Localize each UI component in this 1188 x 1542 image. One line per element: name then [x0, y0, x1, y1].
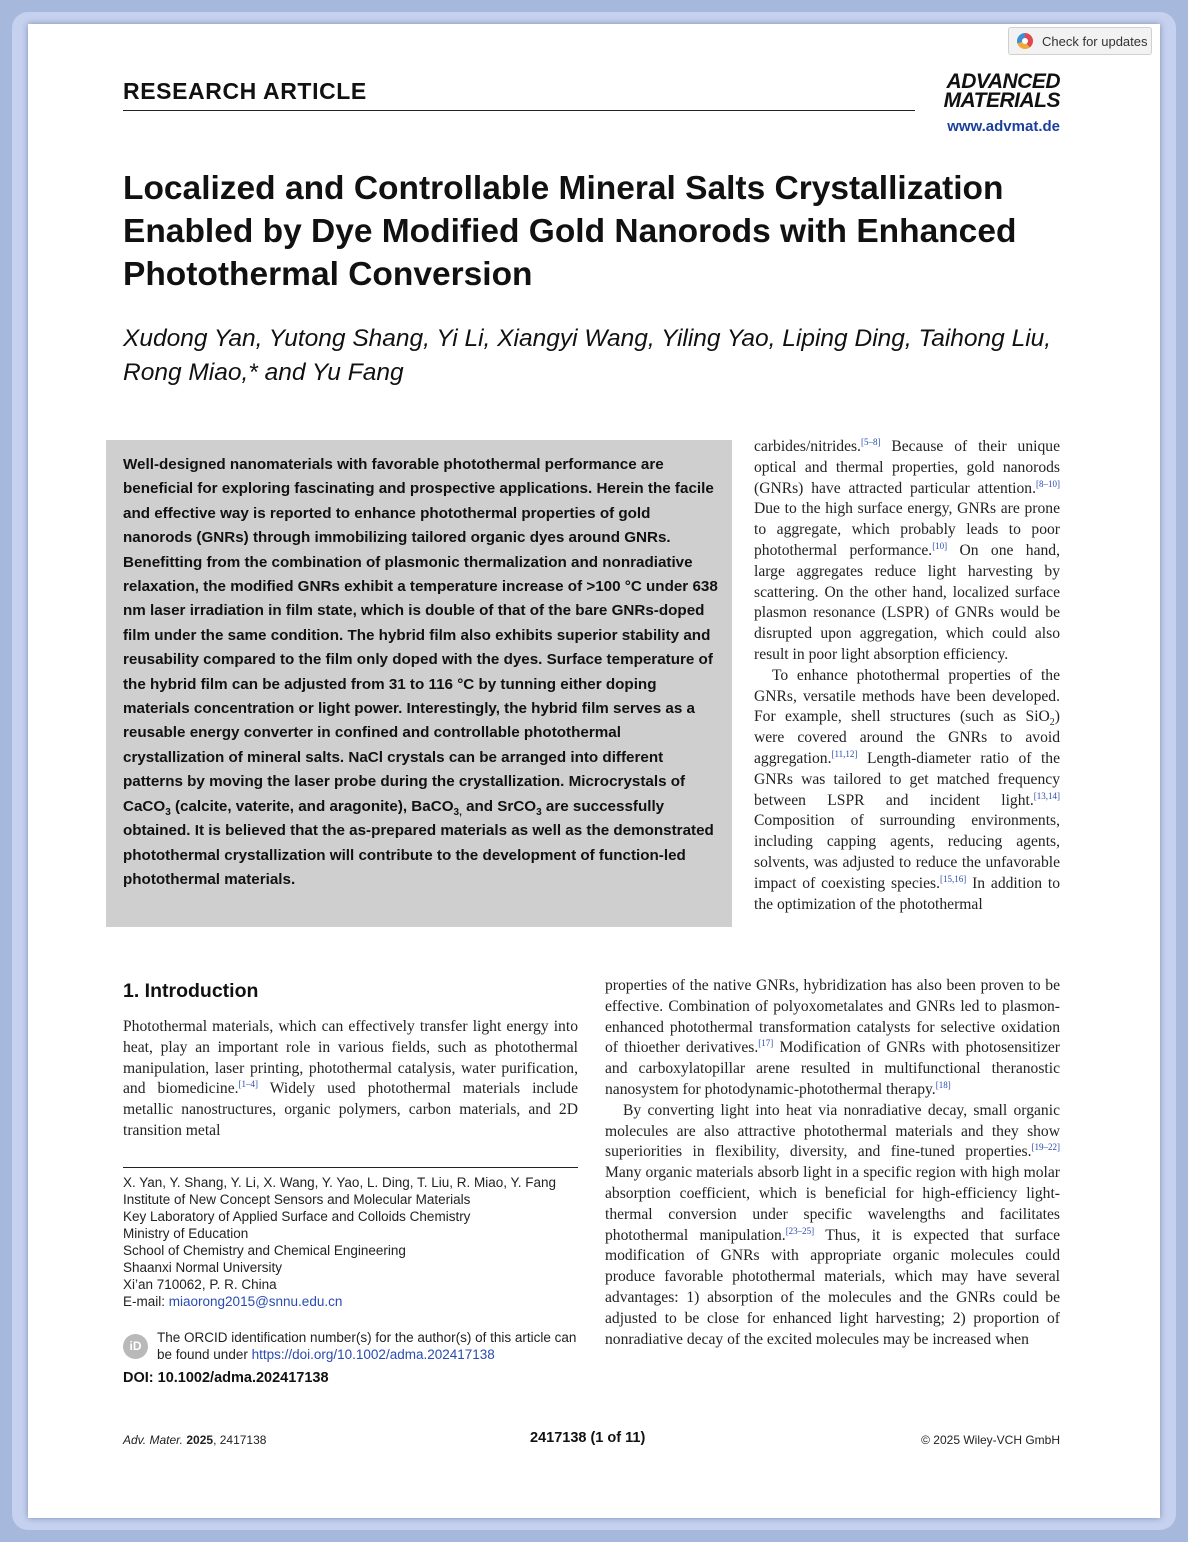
affiliation-line: School of Chemistry and Chemical Engineering: [123, 1243, 406, 1258]
author-list: [123, 322, 1063, 390]
footer-copyright: © 2025 Wiley-VCH GmbH: [921, 1433, 1060, 1447]
paragraph: By converting light into heat via nonradiative decay, small organic molecules are also attractive photothermal materials and they show superiorities in flexibility, diversity, and fine-tuned properties.[19–22] Many organic materials absorb light in a specific region with high molar absorption coefficient, which is beneficial for high-efficiency light-thermal conversion under specific wavelengths and facilitates photothermal manipulation.[23–25] Thus, it is expected that surface modification of GNRs with appropriate organic molecules could produce favorable photothermal materials, which may have several advantages: 1) absorption of the molecules and the GNRs could be adjusted to be close for enhanced light harvesting; 2) proportion of nonradiative decay of the excited molecules may be increased when: [605, 1101, 1060, 1348]
citation-link[interactable]: [19–22]: [1031, 1142, 1060, 1153]
doi-line[interactable]: DOI: 10.1002/adma.202417138: [123, 1370, 329, 1386]
affiliation-authors: X. Yan, Y. Shang, Y. Li, X. Wang, Y. Yao, L. Ding, T. Liu, R. Miao, Y. Fang: [123, 1175, 557, 1190]
section-label: RESEARCH ARTICLE: [123, 78, 367, 104]
email-link[interactable]: miaorong2015@snnu.edu.cn: [168, 1294, 343, 1309]
authors-line-2: Rong Miao,* and Yu Fang: [123, 359, 404, 386]
orcid-link[interactable]: https://doi.org/10.1002/adma.202417138: [251, 1347, 495, 1362]
citation-link[interactable]: [5–8]: [860, 436, 881, 447]
abstract-text: Well-designed nanomaterials with favorable photothermal performance are beneficial for exploring fascinating and prospective applications. Herein the facile and effective way is reported to enhance photothermal properties of gold nanorods (GNRs) through immobilizing tailored organic dyes around GNRs. Benefitting from the combination of plasmonic thermalization and nonradiative relaxation, the modified GNRs exhibit a temperature increase of >100 °C under 638 nm laser irradiation in film state, which is double of that of the bare GNRs-doped film under the same condition. The hybrid film also exhibits superior stability and reusability compared to the film only doped with the dyes. Surface temperature of the hybrid film can be adjusted from 31 to 116 °C by tunning either doping materials concentration or light power. Interestingly, the hybrid film serves as a reusable energy converter in confined and controllable photothermal crystallization of mineral salts. NaCl crystals can be arranged into different patterns by moving the laser probe during the crystallization. Microcrystals of CaCO$_3$ (calcite, vaterite, and aragonite), BaCO$_{3,}$ and SrCO$_3$ are successfully obtained. It is believed that the as-prepared materials as well as the demonstrated photothermal crystallization will contribute to the development of function-led photothermal materials.: [123, 456, 718, 888]
citation-link[interactable]: [11,12]: [831, 748, 858, 759]
paragraph: carbides/nitrides.[5–8] Because of their unique optical and thermal properties, gold nanorods (GNRs) have attracted particular attention.[8–10] Due to the high surface energy, GNRs are prone to aggregate, which probably leads to poor photothermal performance.[10] On one hand, large aggregates reduce light harvesting by scattering. On the other hand, localized surface plasmon resonance (LSPR) of GNRs would be disrupted upon aggregation, which could also result in poor light absorption efficiency.: [754, 436, 1061, 663]
affiliation-line: Institute of New Concept Sensors and Molecular Materials: [123, 1192, 471, 1207]
check-for-updates-label: Check for updates: [1042, 33, 1148, 49]
check-for-updates-button[interactable]: [1008, 27, 1152, 55]
logo-line-2: MATERIALS: [943, 89, 1060, 112]
footer-citation: Adv. Mater. 2025, 2417138: [123, 1433, 267, 1447]
orcid-note: The ORCID identification number(s) for the author(s) of this article can be found under https://doi.org/10.1002/adma.202417138: [157, 1330, 577, 1362]
header-rule: [123, 110, 915, 111]
wide-column-text: [605, 976, 1060, 1350]
affiliation-line: Xi’an 710062, P. R. China: [123, 1277, 277, 1292]
footer-page-number: 2417138 (1 of 11): [530, 1430, 646, 1446]
affiliation-email: E-mail: miaorong2015@snnu.edu.cn: [123, 1294, 343, 1309]
citation-link[interactable]: [10]: [932, 540, 948, 551]
journal-logo: [922, 72, 1060, 110]
crossmark-icon: [1017, 33, 1033, 49]
journal-url[interactable]: www.advmat.de: [947, 118, 1060, 135]
affiliation-line: Key Laboratory of Applied Surface and Colloids Chemistry: [123, 1209, 471, 1224]
article-title: Localized and Controllable Mineral Salts Crystallization Enabled by Dye Modified Gold Nanorods with Enhanced Photothermal Conversion: [123, 170, 1017, 293]
citation-link[interactable]: [18]: [935, 1079, 951, 1090]
logo-line-1: ADVANCED: [946, 70, 1060, 93]
paragraph: To enhance photothermal properties of the GNRs, versatile methods have been developed. For example, shell structures (such as SiO$_2$) were covered around the GNRs to avoid aggregation.[11,12] Length-diameter ratio of the GNRs was tailored to get matched frequency between LSPR and incident light.[13,14] Composition of surrounding environments, including capping agents, reducing agents, solvents, was adjusted to reduce the unfavorable impact of coexisting species.[15,16] In addition to the optimization of the photothermal: [754, 666, 1060, 913]
orcid-icon: iD: [123, 1334, 148, 1359]
abstract-box: [106, 440, 732, 927]
paragraph: properties of the native GNRs, hybridization has also been proven to be effective. Combination of polyoxometalates and GNRs led to plasmon-enhanced photothermal transformation catalysts for selective oxidation of thioether derivatives.[17] Modification of GNRs with photosensitizer and carboxylatopillar arene resulted in multifunctional theranostic nanosystem for photodynamic-photothermal therapy.[18]: [605, 977, 1060, 1098]
citation-link[interactable]: [13,14]: [1033, 790, 1060, 801]
citation-link[interactable]: [8–10]: [1036, 478, 1060, 489]
citation-link[interactable]: [1–4]: [238, 1079, 259, 1090]
affiliation-block: [123, 1174, 578, 1310]
authors-line-1: Xudong Yan, Yutong Shang, Yi Li, Xiangyi Wang, Yiling Yao, Liping Ding, Taihong Liu,: [123, 325, 1052, 352]
footnote-rule: [123, 1167, 578, 1168]
affiliation-line: Shaanxi Normal University: [123, 1260, 283, 1275]
section-heading: 1. Introduction: [123, 980, 259, 1002]
paragraph: Photothermal materials, which can effectively transfer light energy into heat, play an important role in various fields, such as photothermal manipulation, laser printing, photothermal catalysis, water purification, and biomedicine.[1–4] Widely used photothermal materials include metallic nanostructures, organic polymers, carbon materials, and 2D transition metal: [123, 1018, 578, 1139]
citation-link[interactable]: [17]: [758, 1038, 774, 1049]
citation-link[interactable]: [15,16]: [939, 873, 967, 884]
right-column-text: [754, 437, 1060, 915]
affiliation-line: Ministry of Education: [123, 1226, 249, 1241]
intro-text: [123, 1017, 578, 1142]
citation-link[interactable]: [23–25]: [785, 1225, 815, 1236]
